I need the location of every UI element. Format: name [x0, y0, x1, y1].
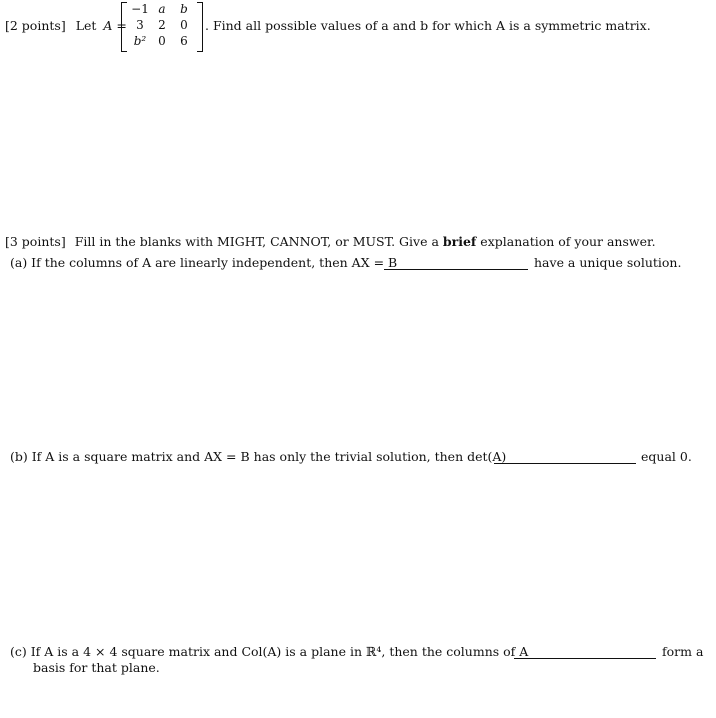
part-b-text: (b) If A is a square matrix and AX = B has only the trivial solution, then det(A)	[10, 449, 507, 464]
q1-points: [2 points]	[5, 18, 66, 33]
matrix-cell: 6	[180, 34, 188, 48]
matrix-cell: b	[180, 2, 188, 16]
matrix-cell: 2	[158, 18, 166, 32]
q2-intro-bold: brief	[442, 234, 477, 249]
part-b-blank[interactable]	[494, 462, 636, 464]
part-c-line2: basis for that plane.	[33, 660, 160, 675]
part-a-blank[interactable]	[384, 268, 528, 270]
part-c-text: (c) If A is a 4 × 4 square matrix and Col(A) is a plane in ℝ⁴, then the columns of A	[10, 644, 529, 659]
q1-eq: =	[116, 18, 127, 33]
part-a-tail: have a unique solution.	[534, 255, 682, 270]
matrix-cell: 0	[158, 34, 166, 48]
matrix-cell: 3	[136, 18, 144, 32]
matrix-cell: a	[158, 2, 166, 16]
q1-question-text: . Find all possible values of a and b for which A is a symmetric matrix.	[205, 18, 651, 33]
matrix-row	[129, 2, 195, 16]
matrix-row	[129, 34, 195, 48]
part-c-tail: form a	[662, 644, 704, 659]
matrix-cell: 0	[180, 18, 188, 32]
matrix-left-bracket	[121, 2, 127, 52]
matrix-cell: b²	[133, 34, 147, 48]
q2-intro	[5, 234, 656, 249]
q1-let: Let	[75, 18, 97, 33]
matrix-row	[129, 18, 195, 32]
part-a-text: (a) If the columns of A are linearly independent, then AX = B	[10, 255, 398, 270]
q2-points: [3 points]	[5, 234, 66, 249]
part-b-tail: equal 0.	[641, 449, 692, 464]
q1-prompt	[5, 18, 127, 33]
q2-intro-pre: Fill in the blanks with MIGHT, CANNOT, or MUST. Give a	[74, 234, 439, 249]
matrix-cell: −1	[131, 2, 149, 16]
matrix-right-bracket	[197, 2, 203, 52]
q2-intro-post: explanation of your answer.	[480, 234, 656, 249]
matrix-a	[121, 2, 203, 52]
q1-var-a: A	[103, 18, 113, 33]
part-c-blank[interactable]	[514, 657, 656, 659]
